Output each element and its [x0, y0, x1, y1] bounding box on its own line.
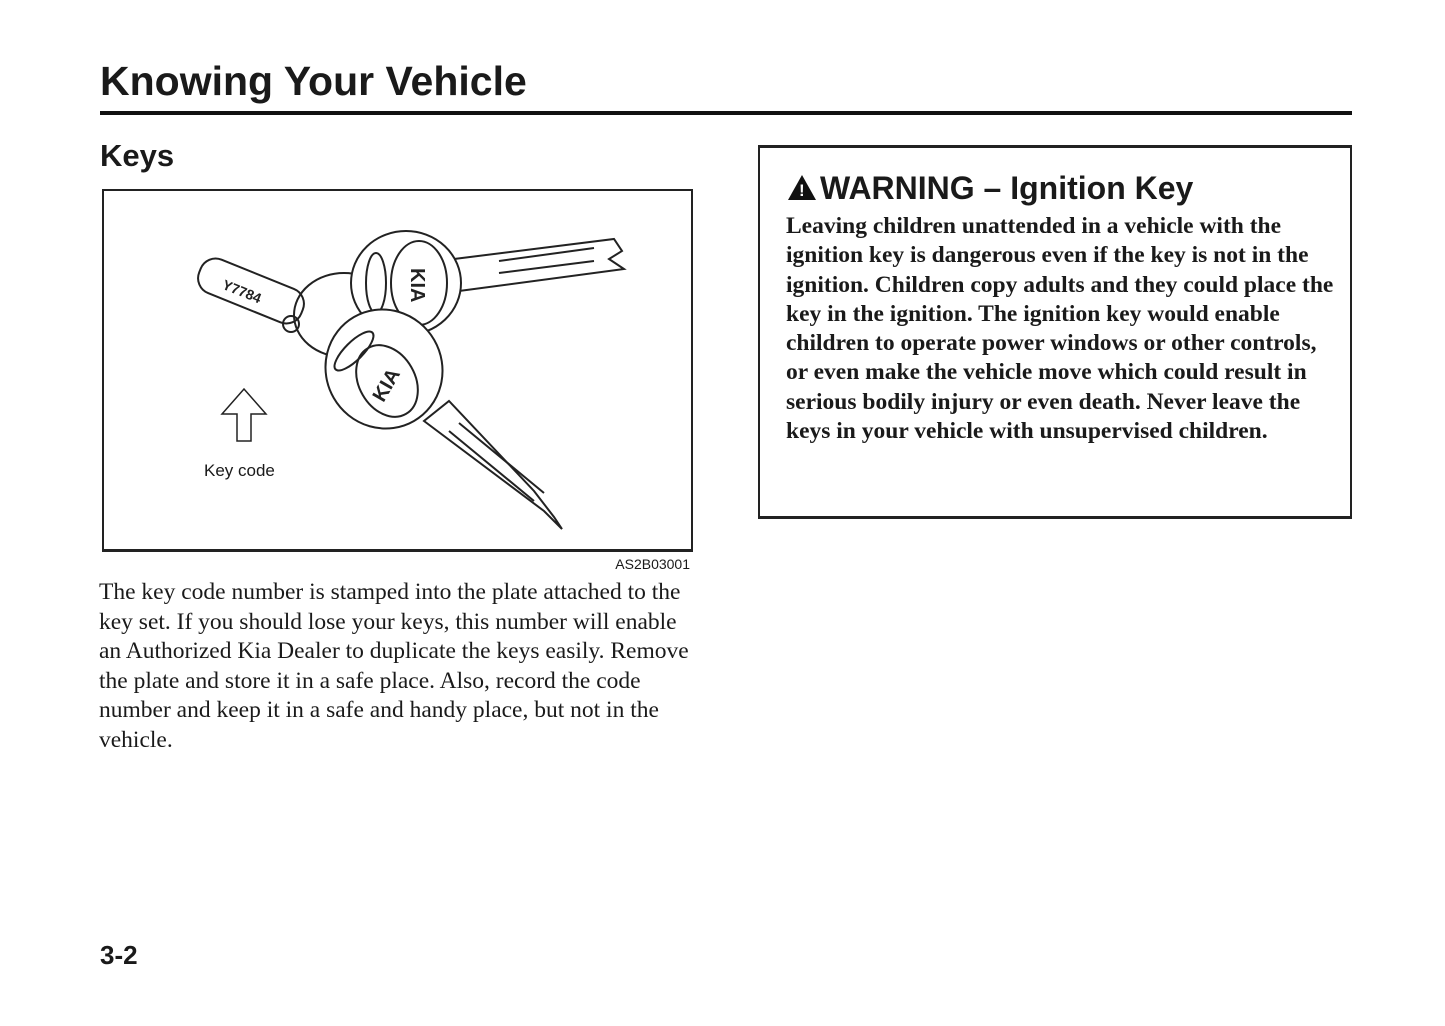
figure-id: AS2B03001: [615, 556, 690, 572]
body-paragraph: The key code number is stamped into the plate attached to the key set. If you should lose your keys, this number will enable an Authorized Kia Dealer to duplicate the keys easily. Remove the plate and store it in a safe place. Also, record the code number and keep it in a safe and handy place, but not in the vehicle.: [99, 579, 689, 753]
up-arrow-icon: [222, 389, 266, 441]
warning-box: [758, 145, 1352, 519]
keys-drawing: [104, 191, 691, 549]
page-title: Knowing Your Vehicle: [100, 58, 527, 104]
key-code-tag: [193, 254, 308, 332]
warning-text: Leaving children unattended in a vehicle with the ignition key is dangerous even if the key is not in the ignition. Children copy adults and they could place the key in the ignition. The ignition key would enable children to operate power windows or other controls, or even make the vehicle move which could result in serious bodily injury or even death. Never leave the keys in your vehicle with unsupervised children.: [786, 213, 1334, 445]
svg-text:KIA: KIA: [368, 364, 405, 406]
warning-title: [788, 170, 1193, 207]
page-number: 3-2: [100, 940, 138, 970]
section-heading: Keys: [100, 138, 175, 173]
warning-title-text: WARNING – Ignition Key: [820, 170, 1194, 206]
key-code-label: Key code: [204, 461, 275, 480]
keys-illustration: [102, 189, 693, 552]
svg-text:KIA: KIA: [406, 268, 428, 303]
title-rule: [100, 111, 1352, 115]
svg-text:Y7784: Y7784: [220, 276, 264, 307]
warning-triangle-icon: !: [788, 175, 816, 200]
